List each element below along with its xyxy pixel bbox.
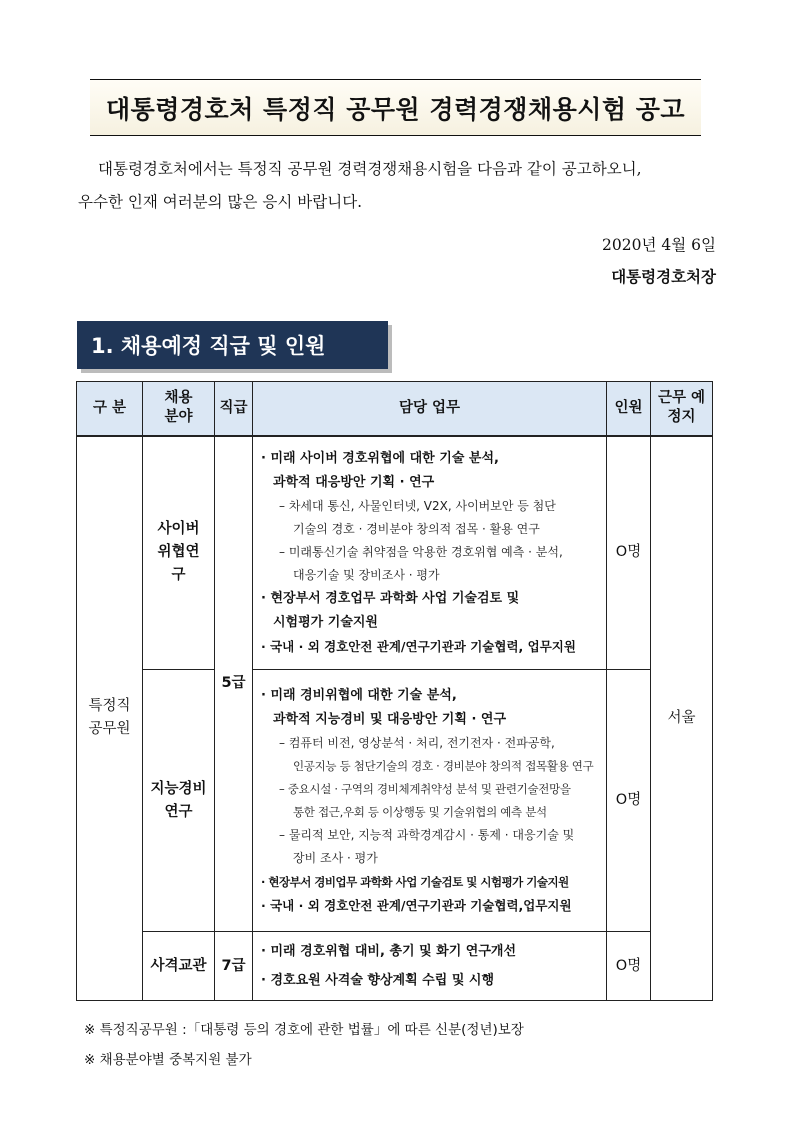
table-row bbox=[77, 670, 713, 932]
header-division: 구 분 bbox=[77, 382, 143, 436]
section-title-box bbox=[77, 321, 388, 369]
duty-sub-item: – 컴퓨터 비전, 영상분석 · 처리, 전기전자 · 전파공학, bbox=[279, 735, 555, 750]
header-grade: 직급 bbox=[215, 382, 253, 436]
field-cell: 사격교관 bbox=[143, 932, 215, 1001]
field-text: 지능경비 연구 bbox=[150, 780, 207, 820]
duty-sub-item-cont: 장비 조사 · 평가 bbox=[293, 850, 378, 865]
field-cell bbox=[143, 436, 215, 670]
duty-sub-item: – 중요시설 · 구역의 경비체계취약성 분석 및 관련기술전망을 bbox=[279, 781, 571, 796]
table-row bbox=[77, 932, 713, 1001]
header-duty: 담당 업무 bbox=[253, 382, 607, 436]
field-cell bbox=[143, 670, 215, 932]
division-cell bbox=[77, 436, 143, 1001]
duty-cell bbox=[253, 932, 607, 1001]
duty-sub-item-cont: 통한 접근,우회 등 이상행동 및 기술위협의 예측 분석 bbox=[293, 804, 547, 819]
duty-sub-item-cont: 기술의 경호 · 경비분야 창의적 접목 · 활용 연구 bbox=[293, 521, 540, 536]
header-count: 인원 bbox=[607, 382, 651, 436]
duty-sub-item: – 차세대 통신, 사물인터넷, V2X, 사이버보안 등 첨단 bbox=[279, 498, 556, 513]
duty-sub-item: – 물리적 보안, 지능적 과학경계감시 · 통제 · 대응기술 및 bbox=[279, 827, 575, 842]
duty-bullet-cont: 과학적 대응방안 기획 · 연구 bbox=[273, 474, 435, 490]
field-text: 사이버 위협연구 bbox=[157, 521, 200, 584]
duty-bullet: · 국내 · 외 경호안전 관계/연구기관과 기술협력,업무지원 bbox=[261, 897, 572, 913]
duty-bullet: · 국내 · 외 경호안전 관계/연구기관과 기술협력, 업무지원 bbox=[261, 638, 576, 654]
header-location bbox=[651, 382, 713, 436]
duty-cell bbox=[253, 436, 607, 670]
count-cell: O명 bbox=[607, 436, 651, 670]
duty-bullet: · 미래 경비위협에 대한 기술 분석, bbox=[261, 687, 457, 703]
duty-sub-item: – 미래통신기술 취약점을 악용한 경호위협 예측 · 분석, bbox=[279, 544, 563, 559]
duty-bullet: · 현장부서 경비업무 과학화 사업 기술검토 및 시험평가 기술지원 bbox=[261, 874, 569, 889]
location-cell: 서울 bbox=[651, 436, 713, 1001]
header-field bbox=[143, 382, 215, 436]
duty-bullet: · 미래 경호위협 대비, 총기 및 화기 연구개선 bbox=[261, 944, 517, 959]
footnote: ※ 특정직공무원 :「대통령 등의 경호에 관한 법률」에 따른 신분(정년)보장 bbox=[84, 1022, 524, 1038]
duty-bullet: · 현장부서 경호업무 과학화 사업 기술검토 및 bbox=[261, 590, 520, 606]
header-field-text: 채용 분야 bbox=[164, 390, 193, 426]
table-header-row bbox=[77, 382, 713, 436]
table-row bbox=[77, 436, 713, 670]
intro-paragraph bbox=[78, 153, 718, 219]
grade-cell: 7급 bbox=[215, 932, 253, 1001]
header-location-text: 근무 예정지 bbox=[657, 390, 706, 426]
duty-cell bbox=[253, 670, 607, 932]
duty-sub-item-cont: 대응기술 및 장비조사 · 평가 bbox=[293, 567, 440, 582]
count-cell: O명 bbox=[607, 932, 651, 1001]
duty-bullet: · 경호요원 사격술 향상계획 수립 및 시행 bbox=[261, 973, 495, 988]
notice-title: 대통령경호처 특정직 공무원 경력경쟁채용시험 공고 bbox=[105, 94, 686, 124]
signer: 대통령경호처장 bbox=[611, 268, 716, 286]
grade-cell: 5급 bbox=[215, 436, 253, 932]
division-text: 특정직 공무원 bbox=[88, 698, 131, 738]
count-cell: O명 bbox=[607, 670, 651, 932]
duty-bullet-cont: 과학적 지능경비 및 대응방안 기획 · 연구 bbox=[273, 711, 507, 727]
intro-line-1: 대통령경호처에서는 특정직 공무원 경력경쟁채용시험을 다음과 같이 공고하오니, bbox=[98, 160, 642, 178]
duty-sub-item-cont: 인공지능 등 첨단기술의 경호 · 경비분야 창의적 접목활용 연구 bbox=[293, 758, 594, 773]
notice-title-box bbox=[90, 79, 701, 136]
recruitment-table bbox=[76, 381, 713, 1001]
announcement-date: 2020년 4월 6일 bbox=[602, 236, 716, 254]
section-title: 1. 채용예정 직급 및 인원 bbox=[91, 334, 326, 358]
intro-line-2: 우수한 인재 여러분의 많은 응시 바랍니다. bbox=[78, 193, 363, 211]
duty-bullet-cont: 시험평가 기술지원 bbox=[273, 614, 378, 630]
duty-bullet: · 미래 사이버 경호위협에 대한 기술 분석, bbox=[261, 450, 499, 466]
footnote: ※ 채용분야별 중복지원 불가 bbox=[84, 1052, 252, 1068]
